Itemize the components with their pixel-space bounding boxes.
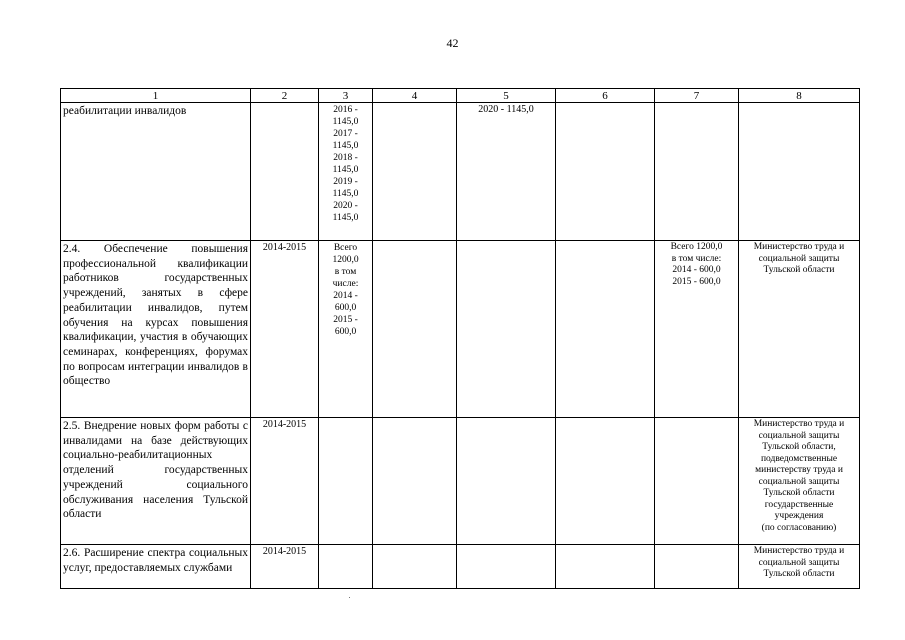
funding-cell	[319, 103, 373, 241]
col-5-cell	[457, 241, 556, 418]
cell-line: 1200,0	[332, 255, 359, 265]
cell-line: социальной защиты	[758, 253, 840, 264]
funding-cell	[319, 545, 373, 589]
period-cell: 2014-2015	[251, 241, 319, 418]
header-row	[61, 89, 860, 103]
header-col-4: 4	[373, 89, 457, 103]
page-number: 42	[446, 36, 459, 50]
period-cell: 2014-2015	[251, 418, 319, 545]
table-row	[61, 241, 860, 418]
col-5-cell	[457, 545, 556, 589]
col-6-cell	[556, 103, 655, 241]
cell-line: 2014 - 600,0	[672, 265, 721, 275]
measure-name-cell: реабилитации инвалидов	[61, 103, 251, 241]
measure-name-cell: 2.6. Расширение спектра социальных услуг, предоставляемых службами	[61, 545, 251, 589]
cell-line: (по согласованию)	[761, 522, 837, 533]
cell-line: Министерство труда и	[753, 419, 845, 429]
col-7-cell	[655, 103, 739, 241]
responsible-cell	[739, 103, 860, 241]
cell-line: Тульской области	[763, 265, 835, 275]
responsible-cell	[739, 418, 860, 545]
cell-line: 2020 -	[333, 201, 358, 211]
col-7-cell	[655, 241, 739, 418]
col-7-cell	[655, 418, 739, 545]
cell-line: Всего	[333, 243, 358, 253]
col-5-cell: 2020 - 1145,0	[457, 103, 556, 241]
cell-line: Тульской области	[763, 488, 835, 498]
header-col-2: 2	[251, 89, 319, 103]
measure-name-cell: 2.4. Обеспечение повышения профессиональной квалификации работников государственных учреждений, занятых в сфере реабилитации инвалидов, путем обучения на курсах повышения квалификации, участия в обучающих семинарах, конференциях, форумах по вопросам интеграции инвалидов в общество	[61, 241, 251, 418]
col-4-cell	[373, 103, 457, 241]
cell-line: в том	[334, 267, 357, 277]
header-col-5: 5	[457, 89, 556, 103]
cell-line: Тульской области	[763, 569, 835, 579]
cell-line: 2016 -	[333, 105, 358, 115]
responsible-cell	[739, 545, 860, 589]
program-measures-table	[60, 88, 860, 589]
cell-line: Министерство труда и	[753, 242, 845, 252]
cell-line: социальной защиты	[758, 557, 840, 568]
cell-line: числе:	[332, 279, 359, 289]
cell-line: 2015 - 600,0	[672, 276, 721, 287]
cell-line: учреждения	[774, 511, 824, 521]
col-6-cell	[556, 241, 655, 418]
col-6-cell	[556, 545, 655, 589]
funding-cell	[319, 241, 373, 418]
cell-line: 2015 -	[333, 315, 358, 325]
col-5-cell	[457, 418, 556, 545]
table-row	[61, 418, 860, 545]
cell-line: 2017 -	[333, 129, 358, 139]
cell-line: 2014 -	[333, 291, 358, 301]
cell-line: министерству труда и	[755, 465, 843, 475]
cell-line: государственные	[764, 499, 834, 510]
col-4-cell	[373, 545, 457, 589]
table-row	[61, 103, 860, 241]
cell-line: 2018 -	[333, 153, 358, 163]
header-col-3: 3	[319, 89, 373, 103]
cell-line: Министерство труда и	[753, 546, 845, 556]
cell-line: в том числе:	[671, 253, 722, 264]
table-row	[61, 545, 860, 589]
cell-line: 2019 -	[333, 177, 358, 187]
cell-line: 1145,0	[332, 141, 359, 151]
col-6-cell	[556, 418, 655, 545]
responsible-cell	[739, 241, 860, 418]
cell-line: 600,0	[334, 303, 357, 313]
cell-line: социальной защиты	[758, 430, 840, 441]
cell-line: социальной защиты	[758, 476, 840, 487]
measure-name-cell: 2.5. Внедрение новых форм работы с инвалидами на базе действующих социально-реабилитационных отделений государственных учреждений социального обслуживания населения Тульской области	[61, 418, 251, 545]
col-4-cell	[373, 241, 457, 418]
cell-line: Тульской области,	[762, 442, 836, 452]
cell-line: 1145,0	[332, 165, 359, 175]
cell-line: 1145,0	[332, 213, 359, 223]
header-col-1: 1	[61, 89, 251, 103]
funding-cell	[319, 418, 373, 545]
col-4-cell	[373, 418, 457, 545]
cell-line: подведомственные	[760, 453, 838, 464]
period-cell: 2014-2015	[251, 545, 319, 589]
col-7-cell	[655, 545, 739, 589]
cell-line: 1145,0	[332, 117, 359, 127]
cell-line: 1145,0	[332, 189, 359, 199]
header-col-7: 7	[655, 89, 739, 103]
cell-line: Всего 1200,0	[670, 242, 723, 252]
cell-line: 600,0	[334, 327, 357, 337]
header-col-8: 8	[739, 89, 860, 103]
header-col-6: 6	[556, 89, 655, 103]
scan-speck	[349, 597, 350, 598]
period-cell	[251, 103, 319, 241]
